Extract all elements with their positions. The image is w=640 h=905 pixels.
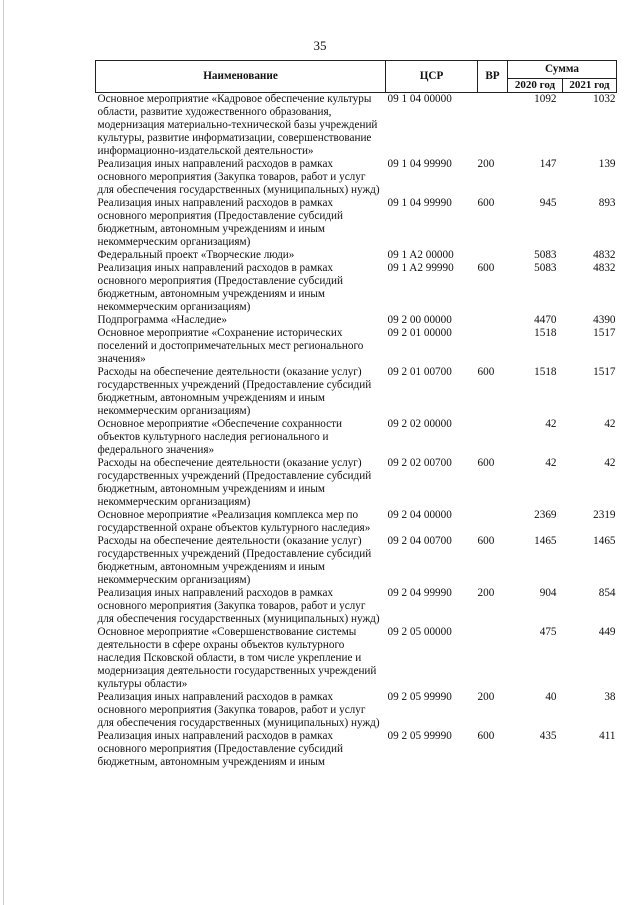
row-vr: 600 (477, 366, 495, 378)
row-csr: 09 2 02 00700 (387, 457, 452, 469)
table-body (96, 93, 617, 770)
row-vr (478, 93, 508, 159)
row-name: Реализация иных направлений расходов в рамках основного мероприятия (Закупка товаров, работ и услуг для обеспечения государственных (муниципальных) нужд) (97, 691, 380, 729)
row-csr: 09 2 01 00700 (387, 366, 452, 378)
row-name: Основное мероприятие «Сохранение исторических поселений и достопримечательных мест регионального значения» (97, 327, 364, 365)
row-csr: 09 1 04 00000 (387, 93, 452, 105)
table-row (96, 730, 617, 769)
row-sum-2021: 411 (599, 730, 616, 742)
scan-edge-line (3, 0, 4, 905)
row-csr: 09 2 00 00000 (387, 314, 452, 326)
row-vr: 200 (477, 158, 495, 170)
row-csr: 09 2 04 99990 (387, 587, 452, 599)
table-row (96, 418, 617, 457)
row-csr: 09 2 05 00000 (387, 626, 452, 638)
row-vr: 600 (477, 730, 495, 742)
table-row (96, 366, 617, 418)
row-sum-2021: 4832 (593, 249, 616, 261)
table-row (96, 249, 617, 262)
row-sum-2020: 5083 (534, 262, 557, 274)
row-sum-2021: 4832 (593, 262, 616, 274)
row-sum-2020: 4470 (534, 314, 557, 326)
row-name: Реализация иных направлений расходов в рамках основного мероприятия (Закупка товаров, работ и услуг для обеспечения государственных (муниципальных) нужд) (97, 158, 380, 196)
row-name: Расходы на обеспечение деятельности (оказание услуг) государственных учреждений (Предоставление субсидий бюджетным, автономным учреждениям и иным некоммерческим организациям) (97, 366, 372, 417)
row-sum-2021: 42 (604, 457, 616, 469)
row-name: Федеральный проект «Творческие люди» (97, 249, 295, 261)
row-csr: 09 1 04 99990 (387, 158, 452, 170)
row-sum-2020: 1465 (534, 535, 557, 547)
row-sum-2020: 1092 (534, 93, 557, 105)
header-csr: ЦСР (386, 61, 478, 93)
table-row (96, 457, 617, 509)
row-sum-2021: 38 (604, 691, 616, 703)
budget-table (95, 60, 617, 769)
row-csr: 09 1 04 99990 (387, 197, 452, 209)
table-header (96, 61, 617, 93)
row-sum-2021: 449 (598, 626, 616, 638)
row-vr (478, 509, 508, 535)
row-sum-2021: 4390 (593, 314, 616, 326)
table-row (96, 691, 617, 730)
row-sum-2020: 1518 (534, 327, 557, 339)
row-csr: 09 1 A2 00000 (387, 249, 454, 261)
row-csr: 09 1 A2 99990 (387, 262, 454, 274)
row-name: Реализация иных направлений расходов в рамках основного мероприятия (Предоставление субсидий бюджетным, автономным учреждениям и иным некоммерческим организациям) (97, 197, 343, 248)
row-name: Основное мероприятие «Кадровое обеспечение культуры области, развитие художественного образования, модернизация материально-технической базы учреждений культуры, развитие информатизации, совершенствование информационно-издательской деятельности» (97, 93, 378, 157)
row-csr: 09 2 04 00000 (387, 509, 452, 521)
table-row (96, 535, 617, 587)
header-year-2020: 2020 год (508, 79, 563, 93)
row-name: Расходы на обеспечение деятельности (оказание услуг) государственных учреждений (Предоставление субсидий бюджетным, автономным учреждениям и иным некоммерческим организациям) (97, 457, 372, 508)
row-sum-2020: 435 (539, 730, 557, 742)
row-sum-2021: 1517 (593, 366, 616, 378)
row-sum-2021: 854 (598, 587, 616, 599)
row-csr: 09 2 01 00000 (387, 327, 452, 339)
table-row (96, 327, 617, 366)
row-csr: 09 2 05 99990 (387, 691, 452, 703)
row-sum-2020: 147 (539, 158, 557, 170)
row-sum-2021: 893 (598, 197, 616, 209)
row-sum-2021: 139 (598, 158, 616, 170)
table-row (96, 93, 617, 159)
row-sum-2020: 904 (539, 587, 557, 599)
row-csr: 09 2 04 00700 (387, 535, 452, 547)
table-row (96, 262, 617, 314)
row-sum-2020: 1518 (534, 366, 557, 378)
row-name: Реализация иных направлений расходов в рамках основного мероприятия (Закупка товаров, работ и услуг для обеспечения государственных (муниципальных) нужд) (97, 587, 380, 625)
row-sum-2020: 2369 (534, 509, 557, 521)
table-row (96, 197, 617, 249)
table-row (96, 626, 617, 691)
row-name: Основное мероприятие «Реализация комплекса мер по государственной охране объектов культурного наследия» (97, 509, 371, 534)
row-name: Реализация иных направлений расходов в рамках основного мероприятия (Предоставление субсидий бюджетным, автономным учреждениям и иным (97, 730, 343, 768)
header-name: Наименование (96, 61, 386, 93)
row-sum-2021: 2319 (593, 509, 616, 521)
row-vr (478, 626, 508, 691)
row-name: Реализация иных направлений расходов в рамках основного мероприятия (Предоставление субсидий бюджетным, автономным учреждениям и иным некоммерческим организациям) (97, 262, 343, 313)
row-sum-2020: 945 (539, 197, 557, 209)
row-sum-2021: 1032 (593, 93, 616, 105)
row-name: Расходы на обеспечение деятельности (оказание услуг) государственных учреждений (Предоставление субсидий бюджетным, автономным учреждениям и иным некоммерческим организациям) (97, 535, 372, 586)
row-sum-2020: 475 (539, 626, 557, 638)
row-vr (478, 327, 508, 366)
row-sum-2021: 1465 (593, 535, 616, 547)
row-csr: 09 2 02 00000 (387, 418, 452, 430)
row-vr: 600 (477, 535, 495, 547)
row-vr: 600 (477, 262, 495, 274)
row-sum-2020: 5083 (534, 249, 557, 261)
row-vr: 600 (477, 457, 495, 469)
table-row (96, 509, 617, 535)
row-vr: 200 (477, 691, 495, 703)
row-name: Основное мероприятие «Совершенствование системы деятельности в сфере охраны объектов культурного наследия Псковской области, в том числе укрепление и модернизация деятельности государственных учреждений культуры области» (97, 626, 377, 690)
row-vr (478, 418, 508, 457)
row-name: Подпрограмма «Наследие» (97, 314, 227, 326)
table-row (96, 587, 617, 626)
header-sum: Сумма (508, 61, 617, 79)
row-sum-2021: 1517 (593, 327, 616, 339)
header-year-2021: 2021 год (563, 79, 617, 93)
row-name: Основное мероприятие «Обеспечение сохранности объектов культурного наследия регионального и федерального значения» (97, 418, 343, 456)
table-row (96, 158, 617, 197)
row-vr: 200 (477, 587, 495, 599)
table-row (96, 314, 617, 327)
row-vr: 600 (477, 197, 495, 209)
row-sum-2020: 42 (545, 418, 557, 430)
row-sum-2020: 40 (545, 691, 557, 703)
header-vr: ВР (478, 61, 508, 93)
page-number: 35 (313, 38, 327, 53)
row-sum-2020: 42 (545, 457, 557, 469)
row-sum-2021: 42 (604, 418, 616, 430)
row-csr: 09 2 05 99990 (387, 730, 452, 742)
row-vr (478, 314, 508, 327)
row-vr (478, 249, 508, 262)
